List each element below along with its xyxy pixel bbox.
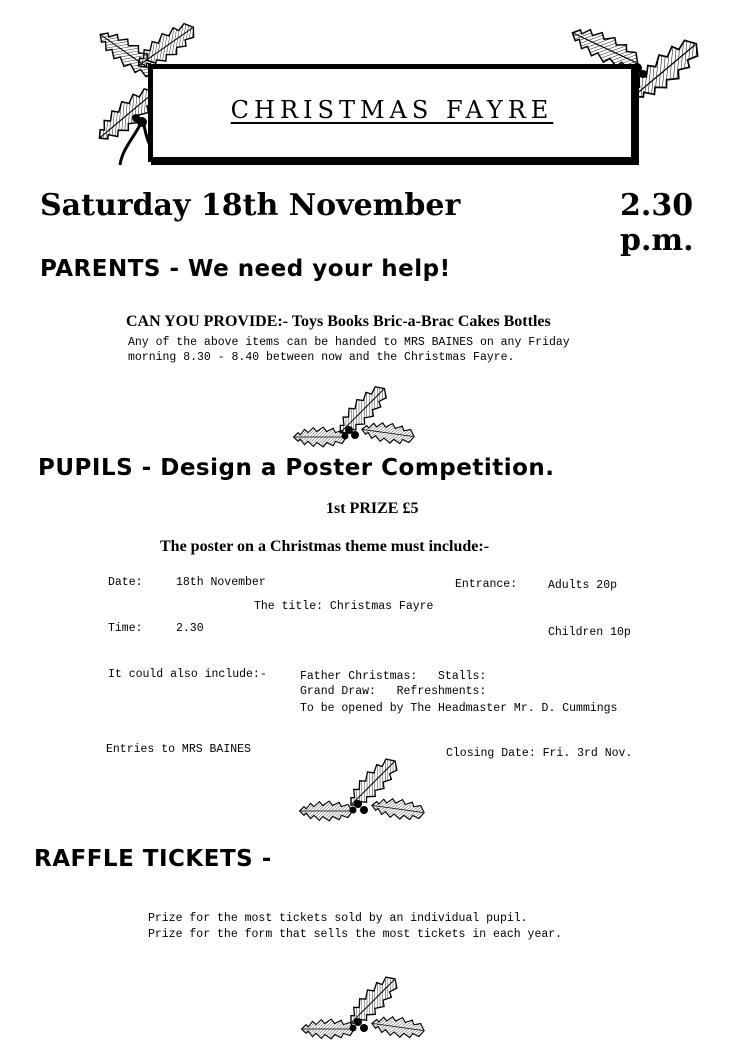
closing-date: Closing Date: Fri. 3rd Nov. — [446, 747, 633, 760]
time-value: 2.30 — [176, 622, 204, 635]
date-label: Date: — [108, 576, 143, 589]
holly-icon — [292, 970, 440, 1042]
also-line-2: Grand Draw: Refreshments: — [300, 685, 487, 698]
provide-line: CAN YOU PROVIDE:- Toys Books Bric-a-Brac Cakes Bottles — [126, 313, 551, 330]
poster-title-line: The title: Christmas Fayre — [254, 600, 434, 613]
entrance-children: Children 10p — [548, 626, 631, 639]
also-line-1: Father Christmas: Stalls: — [300, 670, 487, 683]
first-prize: 1st PRIZE £5 — [326, 500, 419, 517]
event-time: 2.30 p.m. — [620, 188, 694, 258]
holly-icon — [285, 378, 425, 448]
also-line-3: To be opened by The Headmaster Mr. D. Cummings — [300, 702, 618, 715]
parents-note-1: Any of the above items can be handed to MRS BAINES on any Friday — [128, 336, 570, 349]
event-date: Saturday 18th November — [40, 188, 461, 223]
entrance-label: Entrance: — [455, 578, 518, 591]
raffle-line-1: Prize for the most tickets sold by an individual pupil. — [148, 912, 528, 925]
page-title: CHRISTMAS FAYRE — [230, 96, 554, 124]
holly-icon — [290, 752, 440, 824]
entries-to: Entries to MRS BAINES — [106, 743, 251, 756]
raffle-heading: RAFFLE TICKETS - — [34, 846, 272, 872]
date-value: 18th November — [176, 576, 266, 589]
pupils-heading: PUPILS - Design a Poster Competition. — [38, 455, 555, 481]
time-label: Time: — [108, 622, 143, 635]
entrance-adults: Adults 20p — [548, 579, 618, 592]
also-include-label: It could also include:- — [108, 668, 267, 681]
raffle-line-2: Prize for the form that sells the most tickets in each year. — [148, 928, 563, 941]
must-include: The poster on a Christmas theme must include:- — [160, 538, 490, 555]
parents-heading: PARENTS - We need your help! — [40, 256, 451, 282]
parents-note-2: morning 8.30 - 8.40 between now and the Christmas Fayre. — [128, 351, 515, 364]
